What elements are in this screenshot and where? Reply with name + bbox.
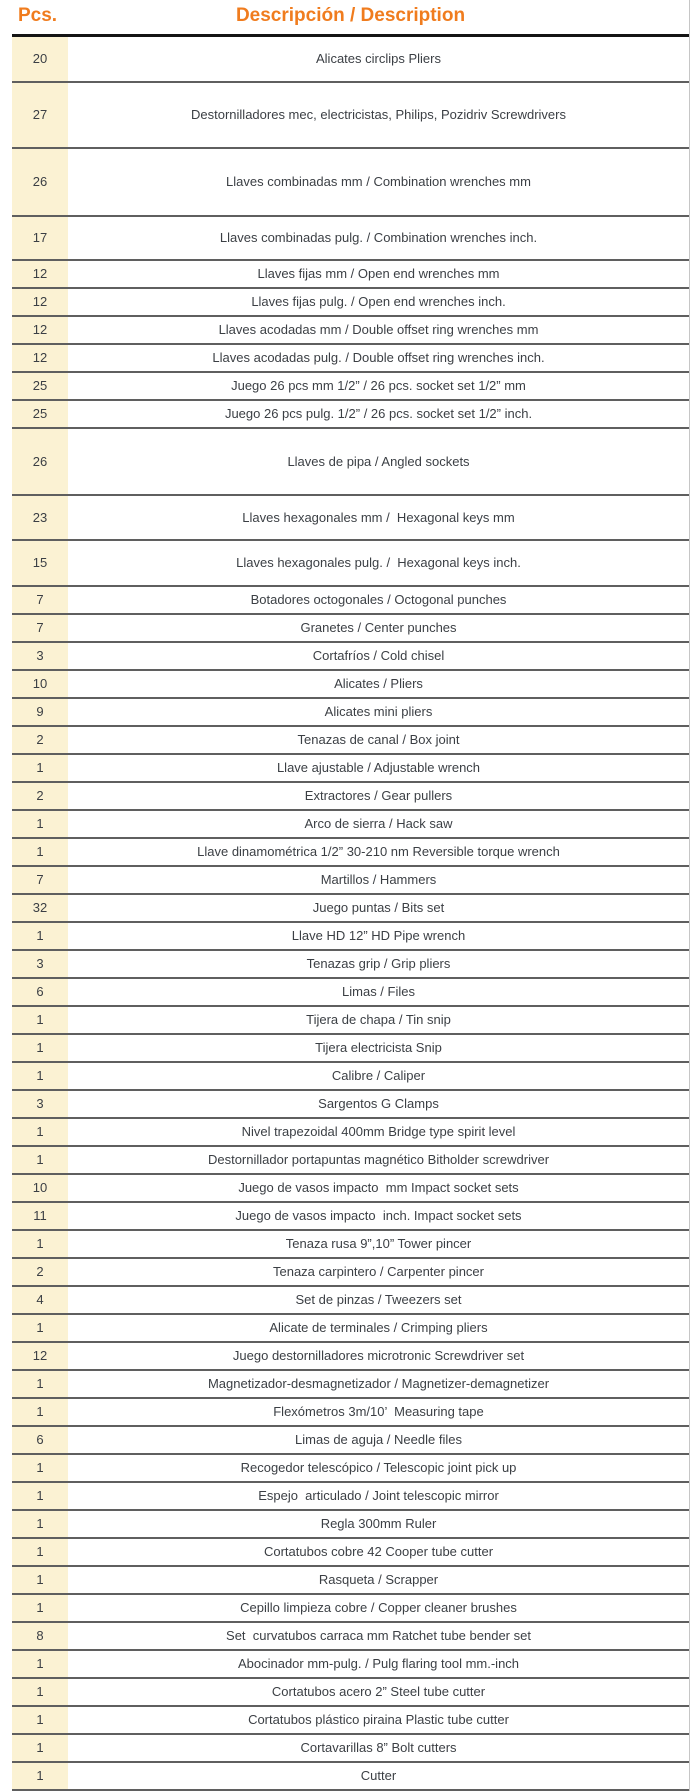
description-cell: Llaves acodadas mm / Double offset ring wrenches mm bbox=[218, 322, 539, 337]
tool-list-table bbox=[12, 0, 690, 1791]
description-cell: Llave ajustable / Adjustable wrench bbox=[276, 760, 481, 775]
pcs-cell: 6 bbox=[12, 979, 68, 1005]
pcs-cell: 1 bbox=[12, 1651, 68, 1677]
pcs-cell: 1 bbox=[12, 1735, 68, 1761]
pcs-cell: 6 bbox=[12, 1427, 68, 1453]
description-cell: Tenaza carpintero / Carpenter pincer bbox=[272, 1264, 484, 1279]
pcs-cell: 1 bbox=[12, 1063, 68, 1089]
table-row bbox=[12, 923, 689, 951]
pcs-cell: 25 bbox=[12, 373, 68, 399]
table-row bbox=[12, 1735, 689, 1763]
table-row bbox=[12, 811, 689, 839]
description-cell: Alicates mini pliers bbox=[324, 704, 433, 719]
table-row bbox=[12, 1399, 689, 1427]
table-row bbox=[12, 37, 689, 83]
table-row bbox=[12, 1595, 689, 1623]
table-row bbox=[12, 1763, 689, 1791]
description-cell: Espejo articulado / Joint telescopic mirror bbox=[258, 1488, 499, 1503]
pcs-cell: 17 bbox=[12, 217, 68, 259]
description-cell: Limas / Files bbox=[342, 984, 415, 999]
description-cell: Llaves combinadas pulg. / Combination wrenches inch. bbox=[219, 230, 538, 245]
table-row bbox=[12, 1259, 689, 1287]
description-cell: Set de pinzas / Tweezers set bbox=[295, 1292, 462, 1307]
table-row bbox=[12, 1567, 689, 1595]
description-cell: Set curvatubos carraca mm Ratchet tube bender set bbox=[226, 1628, 531, 1643]
table-row bbox=[12, 373, 689, 401]
column-header-pcs: Pcs. bbox=[18, 5, 58, 26]
pcs-cell: 1 bbox=[12, 1399, 68, 1425]
pcs-cell: 12 bbox=[12, 317, 68, 343]
description-cell: Cortatubos cobre 42 Cooper tube cutter bbox=[263, 1544, 494, 1559]
description-cell: Martillos / Hammers bbox=[320, 872, 437, 887]
pcs-cell: 1 bbox=[12, 1455, 68, 1481]
table-row bbox=[12, 895, 689, 923]
pcs-cell: 12 bbox=[12, 1343, 68, 1369]
table-row bbox=[12, 979, 689, 1007]
description-cell: Llaves hexagonales pulg. / Hexagonal keys inch. bbox=[236, 555, 521, 570]
description-cell: Llave HD 12” HD Pipe wrench bbox=[291, 928, 466, 943]
description-cell: Recogedor telescópico / Telescopic joint pick up bbox=[240, 1460, 517, 1475]
table-row bbox=[12, 1203, 689, 1231]
table-row bbox=[12, 1455, 689, 1483]
table-row bbox=[12, 1231, 689, 1259]
description-cell: Cutter bbox=[360, 1768, 397, 1783]
table-row bbox=[12, 1707, 689, 1735]
pcs-cell: 1 bbox=[12, 755, 68, 781]
table-row bbox=[12, 1371, 689, 1399]
table-row bbox=[12, 149, 689, 217]
description-cell: Extractores / Gear pullers bbox=[304, 788, 453, 803]
pcs-cell: 1 bbox=[12, 1511, 68, 1537]
pcs-cell: 3 bbox=[12, 951, 68, 977]
pcs-cell: 1 bbox=[12, 1539, 68, 1565]
table-row bbox=[12, 541, 689, 587]
pcs-cell: 11 bbox=[12, 1203, 68, 1229]
pcs-cell: 2 bbox=[12, 1259, 68, 1285]
description-cell: Sargentos G Clamps bbox=[318, 1096, 439, 1111]
table-row bbox=[12, 1679, 689, 1707]
table-row bbox=[12, 1483, 689, 1511]
description-cell: Llaves fijas pulg. / Open end wrenches inch. bbox=[251, 294, 506, 309]
table-row bbox=[12, 217, 689, 261]
description-cell: Cepillo limpieza cobre / Copper cleaner brushes bbox=[240, 1600, 517, 1615]
pcs-cell: 1 bbox=[12, 1679, 68, 1705]
description-cell: Tijera de chapa / Tin snip bbox=[306, 1012, 451, 1027]
pcs-cell: 1 bbox=[12, 1315, 68, 1341]
pcs-cell: 2 bbox=[12, 727, 68, 753]
description-cell: Granetes / Center punches bbox=[300, 620, 457, 635]
table-row bbox=[12, 261, 689, 289]
table-row bbox=[12, 83, 689, 149]
column-header-description: Descripción / Description bbox=[235, 5, 466, 26]
description-cell: Alicate de terminales / Crimping pliers bbox=[269, 1320, 488, 1335]
table-row bbox=[12, 1035, 689, 1063]
table-header bbox=[12, 0, 689, 37]
table-row bbox=[12, 867, 689, 895]
table-row bbox=[12, 1175, 689, 1203]
table-row bbox=[12, 1091, 689, 1119]
pcs-cell: 1 bbox=[12, 1595, 68, 1621]
table-body bbox=[12, 37, 689, 1791]
pcs-cell: 1 bbox=[12, 923, 68, 949]
pcs-cell: 1 bbox=[12, 811, 68, 837]
pcs-cell: 1 bbox=[12, 1763, 68, 1789]
description-cell: Botadores octogonales / Octogonal punches bbox=[250, 592, 507, 607]
pcs-cell: 4 bbox=[12, 1287, 68, 1313]
table-row bbox=[12, 839, 689, 867]
table-row bbox=[12, 727, 689, 755]
description-cell: Juego 26 pcs pulg. 1/2” / 26 pcs. socket set 1/2” inch. bbox=[224, 406, 533, 421]
pcs-cell: 1 bbox=[12, 1371, 68, 1397]
pcs-cell: 7 bbox=[12, 615, 68, 641]
table-row bbox=[12, 1007, 689, 1035]
description-cell: Tenaza rusa 9”,10” Tower pincer bbox=[285, 1236, 472, 1251]
table-row bbox=[12, 1147, 689, 1175]
pcs-cell: 26 bbox=[12, 429, 68, 494]
table-row bbox=[12, 1427, 689, 1455]
description-cell: Llave dinamométrica 1/2” 30-210 nm Reversible torque wrench bbox=[197, 844, 560, 859]
description-cell: Regla 300mm Ruler bbox=[320, 1516, 437, 1531]
description-cell: Flexómetros 3m/10’ Measuring tape bbox=[273, 1404, 484, 1419]
table-row bbox=[12, 643, 689, 671]
description-cell: Juego de vasos impacto inch. Impact socket sets bbox=[235, 1208, 522, 1223]
pcs-cell: 3 bbox=[12, 1091, 68, 1117]
table-row bbox=[12, 1623, 689, 1651]
description-cell: Llaves acodadas pulg. / Double offset ring wrenches inch. bbox=[212, 350, 545, 365]
description-cell: Tijera electricista Snip bbox=[315, 1040, 442, 1055]
description-cell: Tenazas de canal / Box joint bbox=[297, 732, 460, 747]
description-cell: Alicates circlips Pliers bbox=[316, 51, 441, 66]
table-row bbox=[12, 587, 689, 615]
pcs-cell: 12 bbox=[12, 289, 68, 315]
pcs-cell: 7 bbox=[12, 867, 68, 893]
table-row bbox=[12, 496, 689, 541]
pcs-cell: 1 bbox=[12, 1119, 68, 1145]
pcs-cell: 7 bbox=[12, 587, 68, 613]
table-row bbox=[12, 671, 689, 699]
description-cell: Rasqueta / Scrapper bbox=[318, 1572, 439, 1587]
pcs-cell: 1 bbox=[12, 1707, 68, 1733]
pcs-cell: 1 bbox=[12, 839, 68, 865]
table-row bbox=[12, 1511, 689, 1539]
pcs-cell: 1 bbox=[12, 1007, 68, 1033]
table-row bbox=[12, 1119, 689, 1147]
pcs-cell: 26 bbox=[12, 149, 68, 215]
description-cell: Cortafríos / Cold chisel bbox=[312, 648, 445, 663]
pcs-cell: 15 bbox=[12, 541, 68, 585]
pcs-cell: 12 bbox=[12, 345, 68, 371]
table-row bbox=[12, 1063, 689, 1091]
table-row bbox=[12, 783, 689, 811]
table-row bbox=[12, 1315, 689, 1343]
description-cell: Cortatubos acero 2” Steel tube cutter bbox=[271, 1684, 486, 1699]
pcs-cell: 1 bbox=[12, 1567, 68, 1593]
pcs-cell: 1 bbox=[12, 1147, 68, 1173]
table-row bbox=[12, 615, 689, 643]
description-cell: Destornillador portapuntas magnético Bitholder screwdriver bbox=[207, 1152, 550, 1167]
pcs-cell: 10 bbox=[12, 671, 68, 697]
description-cell: Abocinador mm-pulg. / Pulg flaring tool mm.-inch bbox=[237, 1656, 520, 1671]
description-cell: Calibre / Caliper bbox=[331, 1068, 426, 1083]
description-cell: Llaves combinadas mm / Combination wrenches mm bbox=[226, 174, 531, 189]
pcs-cell: 3 bbox=[12, 643, 68, 669]
table-row bbox=[12, 401, 689, 429]
description-cell: Tenazas grip / Grip pliers bbox=[306, 956, 451, 971]
description-cell: Magnetizador-desmagnetizador / Magnetizer-demagnetizer bbox=[207, 1376, 550, 1391]
description-cell: Nivel trapezoidal 400mm Bridge type spirit level bbox=[241, 1124, 516, 1139]
description-cell: Cortatubos plástico piraina Plastic tube cutter bbox=[248, 1712, 509, 1727]
pcs-cell: 1 bbox=[12, 1231, 68, 1257]
description-cell: Limas de aguja / Needle files bbox=[295, 1432, 462, 1447]
pcs-cell: 1 bbox=[12, 1483, 68, 1509]
description-cell: Juego de vasos impacto mm Impact socket sets bbox=[238, 1180, 519, 1195]
table-row bbox=[12, 429, 689, 496]
table-row bbox=[12, 317, 689, 345]
pcs-cell: 9 bbox=[12, 699, 68, 725]
table-row bbox=[12, 951, 689, 979]
description-cell: Juego puntas / Bits set bbox=[312, 900, 445, 915]
description-cell: Cortavarillas 8” Bolt cutters bbox=[300, 1740, 457, 1755]
description-cell: Llaves hexagonales mm / Hexagonal keys mm bbox=[242, 509, 515, 525]
description-cell: Destornilladores mec, electricistas, Philips, Pozidriv Screwdrivers bbox=[191, 107, 566, 122]
pcs-cell: 20 bbox=[12, 37, 68, 81]
pcs-cell: 25 bbox=[12, 401, 68, 427]
table-row bbox=[12, 1539, 689, 1567]
table-row bbox=[12, 699, 689, 727]
table-row bbox=[12, 1651, 689, 1679]
description-cell: Alicates / Pliers bbox=[334, 676, 423, 691]
description-cell: Llaves fijas mm / Open end wrenches mm bbox=[257, 266, 500, 281]
description-cell: Juego destornilladores microtronic Screwdriver set bbox=[232, 1348, 525, 1363]
pcs-cell: 27 bbox=[12, 83, 68, 147]
pcs-cell: 1 bbox=[12, 1035, 68, 1061]
description-cell: Arco de sierra / Hack saw bbox=[304, 816, 453, 831]
table-row bbox=[12, 1287, 689, 1315]
description-cell: Juego 26 pcs mm 1/2” / 26 pcs. socket set 1/2” mm bbox=[231, 378, 526, 393]
pcs-cell: 32 bbox=[12, 895, 68, 921]
pcs-cell: 12 bbox=[12, 261, 68, 287]
table-row bbox=[12, 755, 689, 783]
table-row bbox=[12, 345, 689, 373]
pcs-cell: 8 bbox=[12, 1623, 68, 1649]
table-row bbox=[12, 289, 689, 317]
pcs-cell: 23 bbox=[12, 496, 68, 539]
description-cell: Llaves de pipa / Angled sockets bbox=[287, 453, 470, 469]
pcs-cell: 2 bbox=[12, 783, 68, 809]
pcs-cell: 10 bbox=[12, 1175, 68, 1201]
table-row bbox=[12, 1343, 689, 1371]
